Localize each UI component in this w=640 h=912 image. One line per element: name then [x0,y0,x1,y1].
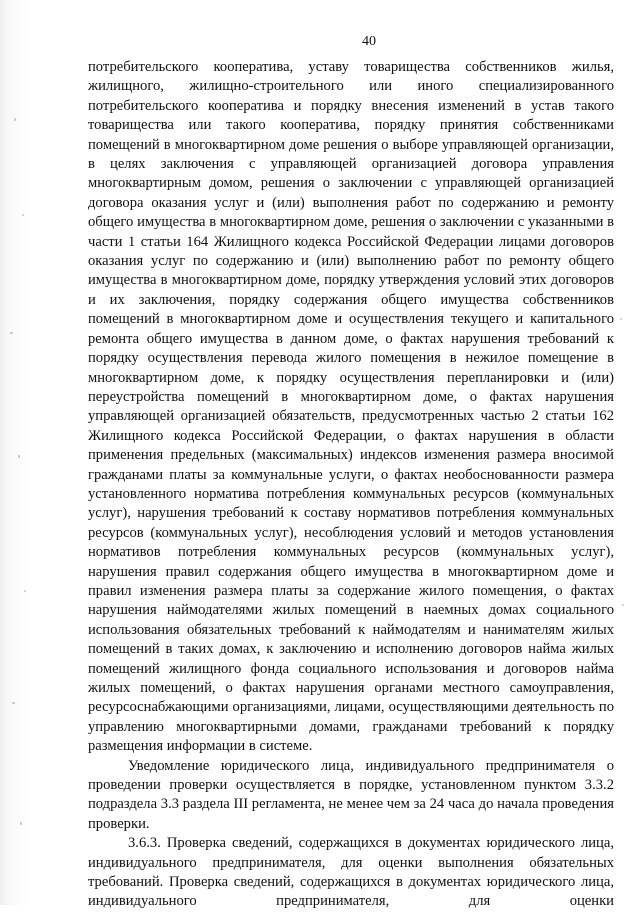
scan-speck [22,214,24,216]
scan-speck [18,455,20,458]
body-paragraph: потребительского кооператива, уставу товарищества собственников жилья, жилищного, жилищно-строительного или иного специализированного потребительского кооператива и порядку внесения изменений в устав такого товарищества или такого кооператива, порядку принятия собственниками помещений в многоквартирном доме решения о выборе управляющей организации, в целях заключения с управляющей организацией договора управления многоквартирным домом, решения о заключении с управляющей организацией договора оказания услуг и (или) выполнения работ по содержанию и ремонту общего имущества в многоквартирном доме, решения о заключении с указанными в части 1 статьи 164 Жилищного кодекса Российской Федерации лицами договоров оказания услуг по содержанию и (или) выполнению работ по ремонту общего имущества в многоквартирном доме, порядку утверждения условий этих договоров и их заключения, порядку содержания общего имущества собственников помещений в многоквартирном доме и осуществления текущего и капитального ремонта общего имущества в данном доме, о фактах нарушения требований к порядку осуществления перевода жилого помещения в нежилое помещение в многоквартирном доме, к порядку осуществления перепланировки и (или) переустройства помещений в многоквартирном доме, о фактах нарушения управляющей организацией обязательств, предусмотренных частью 2 статьи 162 Жилищного кодекса Российской Федерации, о фактах нарушения в области применения предельных (максимальных) индексов изменения размера вносимой гражданами платы за коммунальные услуги, о фактах необоснованности размера установленного норматива потребления коммунальных ресурсов (коммунальных услуг), нарушения требований к составу нормативов потребления коммунальных ресурсов (коммунальных услуг), несоблюдения условий и методов установления нормативов потребления коммунальных ресурсов (коммунальных услуг), нарушения правил содержания общего имущества в многоквартирном доме и правил изменения размера платы за содержание жилого помещения, о фактах нарушения наймодателями жилых помещений в наемных домах социального использования обязательных требований к наймодателям и нанимателям жилых помещений в таких домах, к заключению и исполнению договоров найма жилых помещений жилищного фонда социального использования и договоров найма жилых помещений, о фактах нарушения органами местного самоуправления, ресурсоснабжающими организациями, лицами, осуществляющими деятельность по управлению многоквартирными домами, гражданами требований к порядку размещения информации в системе. [88,59,614,755]
document-body [88,58,614,912]
scan-speck [14,118,16,121]
scan-speck [12,702,15,704]
page-number-container [0,34,640,54]
body-paragraph: 3.6.3. Проверка сведений, содержащихся в документах юридического лица, индивидуального предпринимателя, для оценки выполнения обязательных требований. Проверка сведений, содержащихся в документах юридического лица, индивидуального предпринимателя, для оценки [88,835,614,910]
scan-speck [10,332,13,334]
scan-speck [24,590,26,592]
scan-speck [20,822,22,825]
scan-left-edge [0,0,46,905]
page-number: 40 [362,34,376,49]
scan-speck [622,604,624,606]
body-paragraph: Уведомление юридического лица, индивидуального предпринимателя о проведении проверки осуществляется в порядке, установленном пунктом 3.3.2 подраздела 3.3 раздела III регламента, не менее чем за 24 часа до начала проведения проверки. [88,757,614,832]
scan-speck [620,318,622,320]
